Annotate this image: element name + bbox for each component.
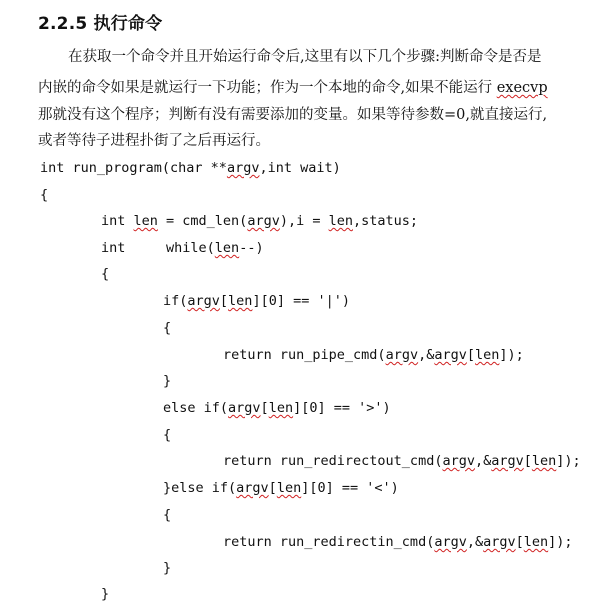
code-line-13: }else if(argv[len][0] == '<') — [163, 480, 399, 496]
paragraph-line-2: 内嵌的命令如果是就运行一下功能；作为一个本地的命令,如果不能运行 execvp — [38, 80, 548, 96]
paragraph-line-4: 或者等待子进程扑街了之后再运行。 — [38, 133, 270, 149]
code-line-11: { — [163, 427, 172, 443]
section-number: 2.2.5 — [38, 14, 88, 34]
code-line-12: return run_redirectout_cmd(argv,&argv[len]); — [223, 453, 581, 469]
paragraph-line-1: 在获取一个命令并且开始运行命令后,这里有以下几个步骤:判断命令是否是 — [68, 49, 542, 65]
code-line-8: return run_pipe_cmd(argv,&argv[len]); — [223, 347, 524, 363]
section-heading — [38, 9, 162, 34]
section-title: 执行命令 — [93, 14, 163, 34]
code-line-4: int while(len--) — [101, 240, 264, 256]
code-line-15: return run_redirectin_cmd(argv,&argv[len]); — [223, 534, 573, 550]
code-line-2: { — [40, 187, 49, 203]
code-line-6: if(argv[len][0] == '|') — [163, 293, 350, 309]
code-line-5: { — [101, 266, 110, 282]
code-line-3: int len = cmd_len(argv),i = len,status; — [101, 213, 419, 229]
code-line-14: { — [163, 507, 172, 523]
code-line-1: int run_program(char **argv,int wait) — [40, 160, 341, 176]
code-line-16: } — [163, 560, 172, 576]
code-line-7: { — [163, 320, 172, 336]
code-line-17: } — [101, 586, 110, 602]
code-line-10: else if(argv[len][0] == '>') — [163, 400, 391, 416]
code-line-9: } — [163, 373, 172, 389]
paragraph-line-3: 那就没有这个程序；判断有没有需要添加的变量。如果等待参数=0,就直接运行, — [38, 107, 548, 123]
